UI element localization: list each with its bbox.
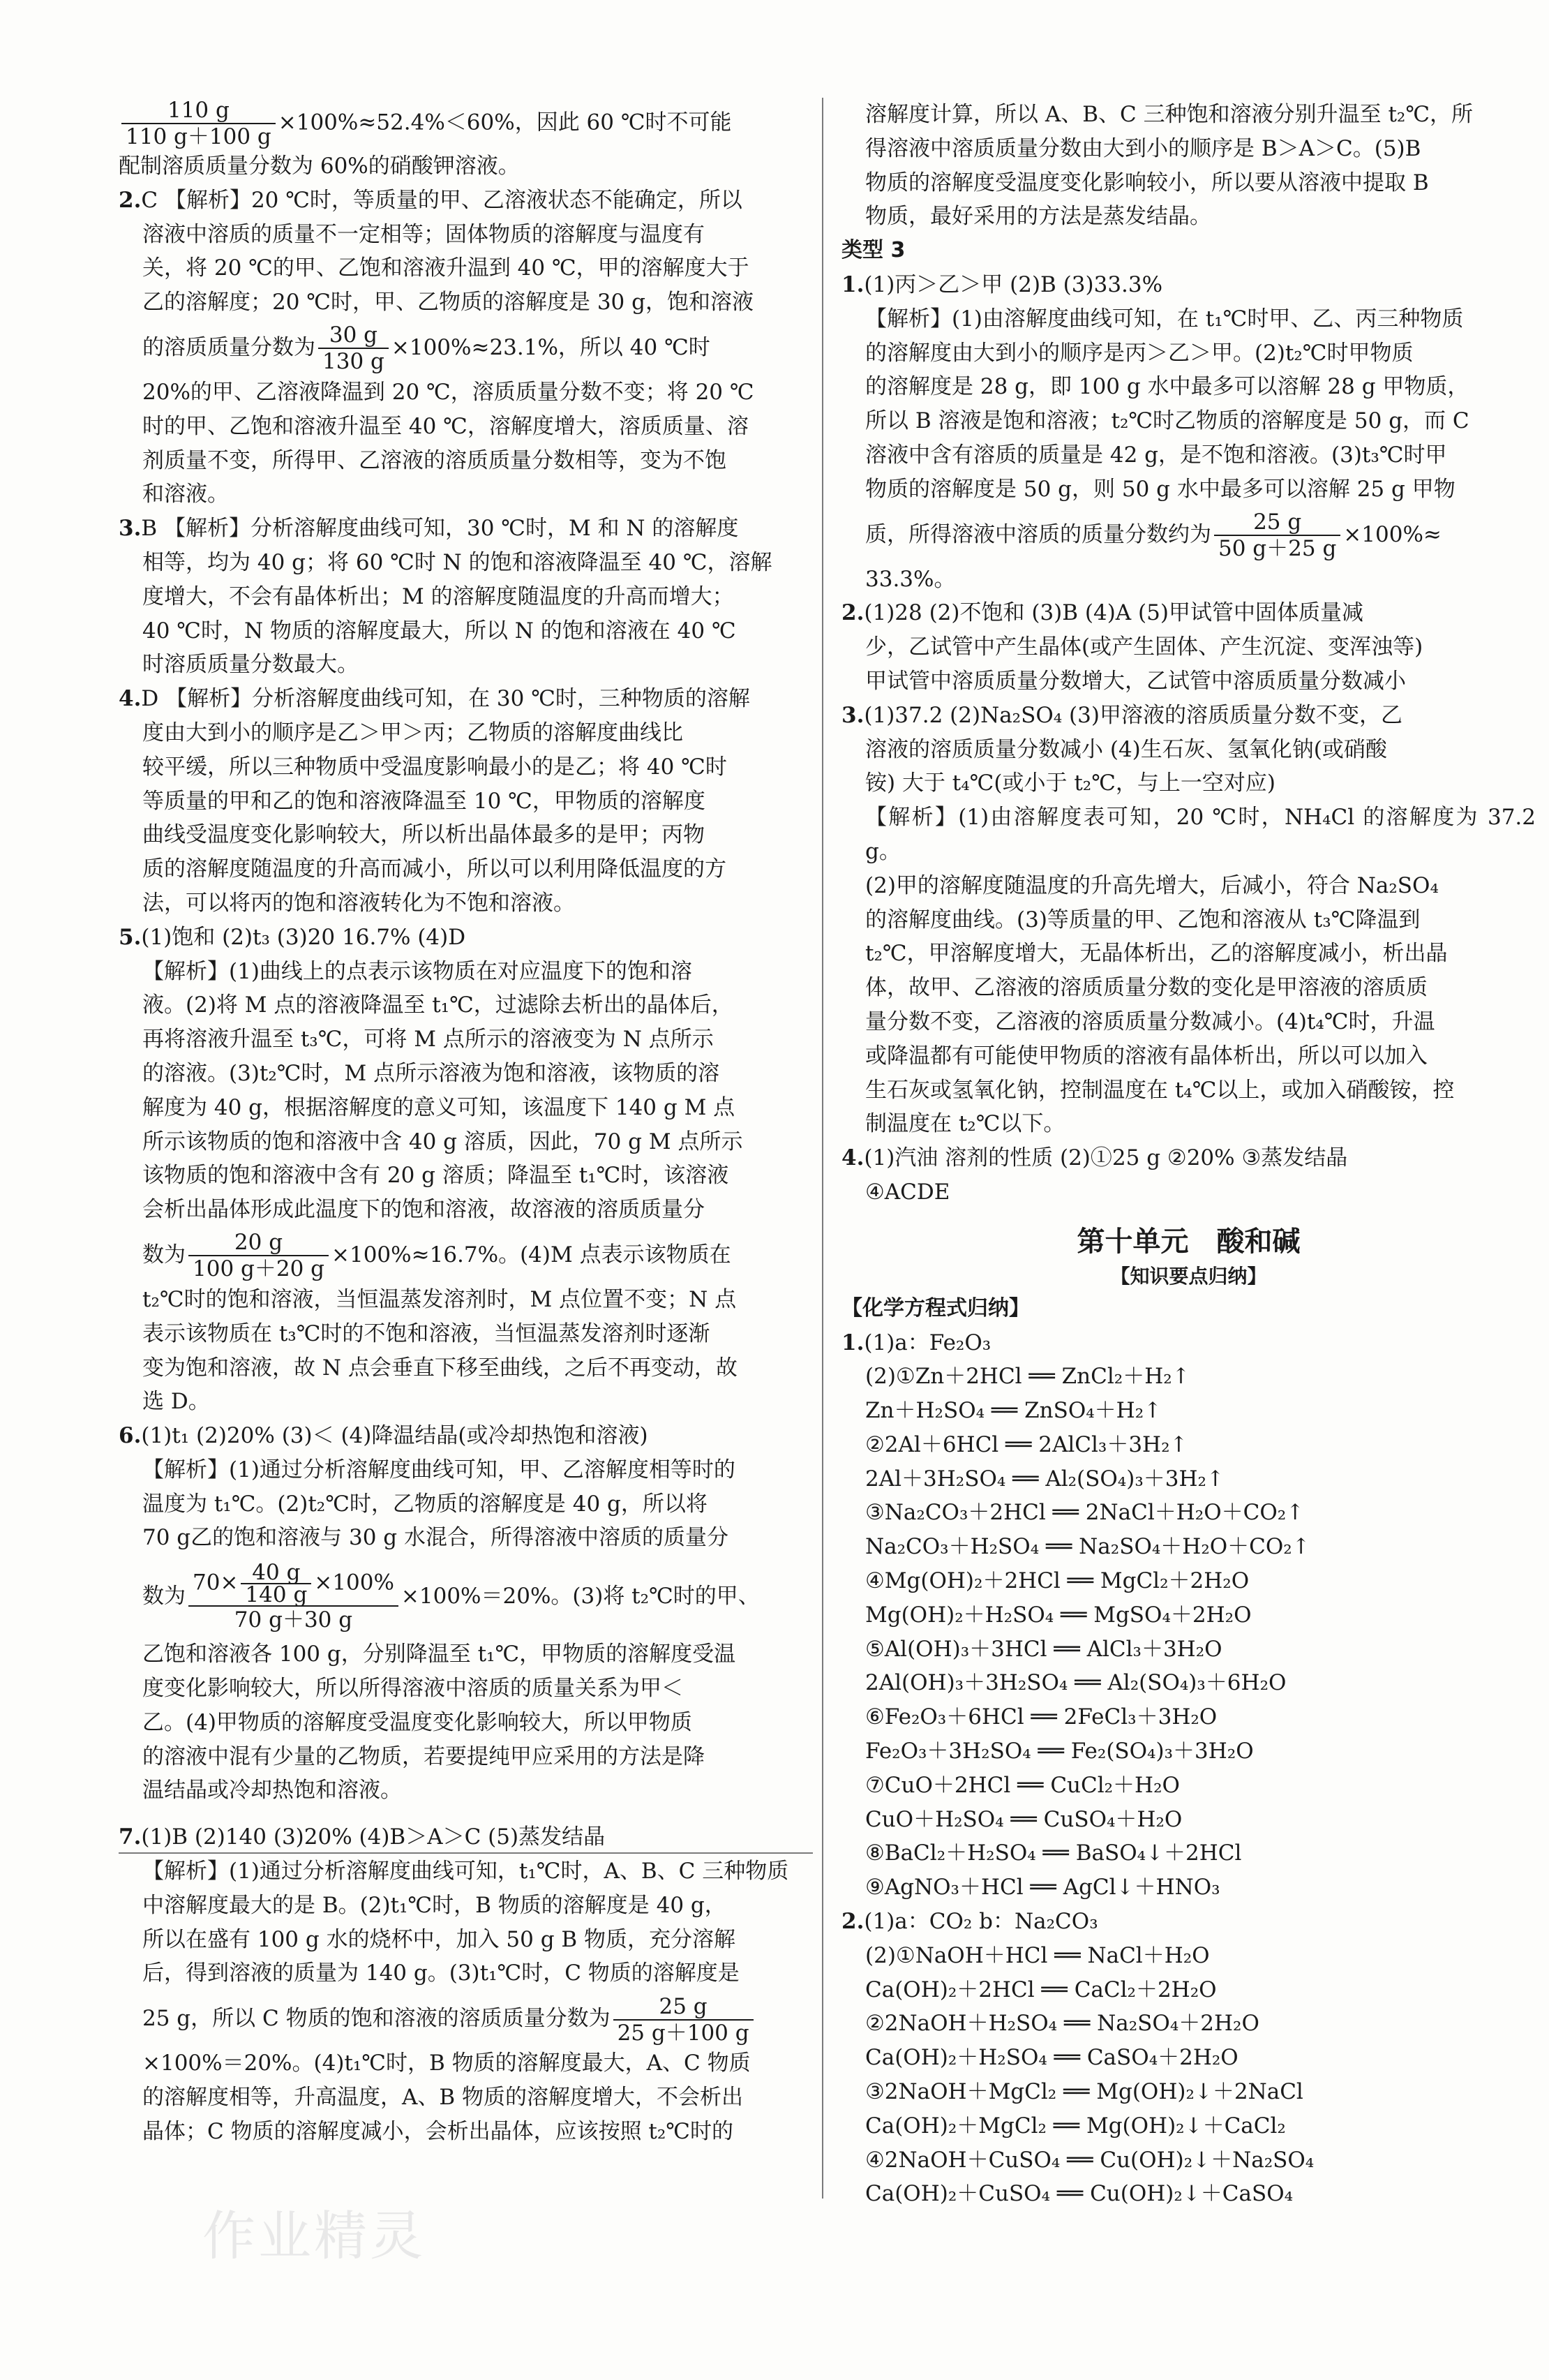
unit-subtitle: 【知识要点归纳】 — [1110, 1264, 1267, 1288]
fraction: $\frac{20 g}{100 g+20 g}$ — [188, 1230, 329, 1281]
line-fraction: 的溶质质量分数为 $\frac{30 g}{130 g}$ ×100%≈23.1%，所以 40 ℃时 — [142, 322, 710, 375]
left-column — [119, 98, 813, 2149]
line-fraction-0: $\frac{110 g}{110 g+100 g}$ ×100%≈52.4%＜60%，因此 60 ℃时不可能 — [119, 98, 813, 149]
equation-group-2: 2.(1)a：CO₂ b：Na₂CO₃ (2)①NaOH＋HCl ══ NaCl＋H₂O Ca(OH)₂＋2HCl ══ CaCl₂＋2H₂O ②2NaOH＋H₂SO₄ ══ Na₂SO₄＋2H₂O Ca(OH)₂＋H₂SO₄ ══ CaSO₄＋2H₂O ③2NaOH＋MgCl₂ ══ Mg(OH)₂↓＋2NaCl Ca(OH)₂＋MgCl₂ ══ Mg(OH)₂↓＋CaCl₂ ④2NaOH＋CuSO₄ ══ Cu(OH)₂↓＋Na₂SO₄ Ca(OH)₂＋CuSO₄ ══ Cu(OH)₂↓＋CaSO₄ — [841, 1909, 1315, 2207]
fraction: $\frac{30 g}{130 g}$ — [318, 322, 389, 374]
column-divider — [822, 98, 823, 2199]
watermark: 作业精灵 — [202, 2205, 426, 2267]
question-5: 5.(1)饱和 (2)t₃ (3)20 16.7% (4)D 【解析】(1)曲线上的点表示该物质在对应温度下的饱和溶 液。(2)将 M 点的溶液降温至 t₁℃，过滤除去析出的晶体后， 再将溶液升温至 t₃℃，可将 M 点所示的溶液变为 N 点所示 的溶液。(3)t₂℃时，M 点所示溶液为饱和溶液，该物质的溶 解度为 40 g，根据溶解度的意义可知，该温度下 140 g M 点 所示该物质的饱和溶液中含 40 g 溶质，因此，70 g M 点所示 该物质的饱和溶液中含有 20 g 溶质；降温至 t₁℃时，该溶液 会析出晶体形成此温度下的饱和溶液，故溶液的溶质质量分 数为 $\frac{20 g}{100 g+20 g}$ ×100%≈16.7%。(4)M 点表示该物质在 t₂℃时的饱和溶液，当恒温蒸发溶剂时，M 点位置不变；N 点 表示该物质在 t₃℃时的不饱和溶液，当恒温蒸发溶剂时逐渐 变为饱和溶液，故 N 点会垂直下移至曲线，之后不再变动，故 选 D。 — [119, 921, 813, 1419]
type3-question-3: 3.(1)37.2 (2)Na₂SO₄ (3)甲溶液的溶质质量分数不变，乙 溶液的溶质质量分数减小 (4)生石灰、氢氧化钠(或硝酸 铵) 大于 t₄℃(或小于 t₂℃，与上一空对应) 【解析】(1)由溶解度表可知，20 ℃时，NH₄Cl 的溶解度为 37.2 g。 (2)甲的溶解度随温度的升高先增大，后减小，符合 Na₂SO₄ 的溶解度曲线。(3)等质量的甲、乙饱和溶液从 t₃℃降温到 t₂℃，甲溶解度增大，无晶体析出，乙的溶解度减小，析出晶 体，故甲、乙溶液的溶质质量分数的变化是甲溶液的溶质质 量分数不变，乙溶液的溶质质量分数减小。(4)t₄℃时，升温 或降温都有可能使甲物质的溶液有晶体析出，所以可以加入 生石灰或氢氧化钠，控制温度在 t₄℃以上，或加入硝酸铵，控 制温度在 t₂℃以下。 — [841, 702, 1536, 1137]
line-fraction: 25 g，所以 C 物质的饱和溶液的溶质质量分数为 $\frac{25 g}{25 g+100 g}$ — [119, 1991, 813, 2046]
question-4: 4.D 【解析】分析溶解度曲线可知，在 30 ℃时，三种物质的溶解 度由大到小的顺序是乙＞甲＞丙；乙物质的溶解度曲线比 较平缓，所以三种物质中受温度影响最小的是乙；将 40 ℃时 等质量的甲和乙的饱和溶液降温至 10 ℃，甲物质的溶解度 曲线受温度变化影响较大，所以析出晶体最多的是甲；丙物 质的溶解度随温度的升高而减小，所以可以利用降低温度的方 法，可以将丙的饱和溶液转化为不饱和溶液。 — [119, 686, 750, 916]
text-line: 配制溶质质量分数为 60%的硝酸钾溶液。 — [119, 154, 520, 179]
type3-title: 类型 3 — [841, 238, 906, 263]
type3-question-2: 2.(1)28 (2)不饱和 (3)B (4)A (5)甲试管中固体质量减 少，乙试管中产生晶体(或产生固体、产生沉淀、变浑浊等) 甲试管中溶质质量分数增大，乙试管中溶质质量分数减小 — [841, 600, 1423, 694]
question-6: 6.(1)t₁ (2)20% (3)＜ (4)降温结晶(或冷却热饱和溶液) 【解析】(1)通过分析溶解度曲线可知，甲、乙溶解度相等时的 温度为 t₁℃。(2)t₂℃时，乙物质的溶解度是 40 g，所以将 70 g乙的饱和溶液与 30 g 水混合，所得溶液中溶质的质量分 数为 70× $\frac{40 g}{140 g}$ ×100% 70 g＋30 g ×100%＝20%。(3)将 t₂℃时的甲、 乙饱和溶液各 100 g，分别降温至 t₁℃，甲物质的溶解度受温 度变化影响较大，所以所得溶液中溶质的质量关系为甲＜ 乙。(4)甲物质的溶解度受温度变化影响较大，所以甲物质 的溶液中混有少量的乙物质，若要提纯甲应采用的方法是降 温结晶或冷却热饱和溶液。 — [119, 1419, 813, 1808]
fraction: $\frac{25 g}{50 g+25 g}$ — [1214, 510, 1340, 561]
question-2: 2.C 【解析】20 ℃时，等质量的甲、乙溶液状态不能确定，所以 溶液中溶质的质量不一定相等；固体物质的溶解度与温度有 关，将 20 ℃的甲、乙饱和溶液升温到 40 ℃，甲的溶解度大于 乙的溶解度；20 ℃时，甲、乙物质的溶解度是 30 g，饱和溶液 的溶质质量分数为 $\frac{30 g}{130 g}$ ×100%≈23.1%，所以 40 ℃时 20%的甲、乙溶液降温到 20 ℃，溶质质量分数不变；将 20 ℃ 时的甲、乙饱和溶液升温至 40 ℃，溶解度增大，溶质质量、溶 剂质量不变，所得甲、乙溶液的溶质质量分数相等，变为不饱 和溶液。 — [119, 184, 813, 512]
inner-fraction: $\frac{40 g}{140 g}$ — [241, 1562, 311, 1605]
line-nested-fraction: 数为 70× $\frac{40 g}{140 g}$ ×100% 70 g＋30 g ×100%＝20%。(3)将 t₂℃时的甲、 — [142, 1559, 760, 1632]
fraction: $\frac{25 g}{25 g+100 g}$ — [613, 1994, 754, 2046]
line-fraction: 质，所得溶液中溶质的质量分数约为 $\frac{25 g}{50 g+25 g}$ ×100%≈ — [865, 510, 1442, 562]
nested-fraction: 70× $\frac{40 g}{140 g}$ ×100% 70 g＋30 g — [188, 1562, 398, 1633]
type3-question-1: 1.(1)丙＞乙＞甲 (2)B (3)33.3% 【解析】(1)由溶解度曲线可知，在 t₁℃时甲、乙、丙三种物质 的溶解度由大到小的顺序是丙＞乙＞甲。(2)t₂℃时甲物质 的溶解度是 28 g，即 100 g 水中最多可以溶解 28 g 甲物质， 所以 B 溶液是饱和溶液；t₂℃时乙物质的溶解度是 50 g，而 C 溶液中含有溶质的质量是 42 g，是不饱和溶液。(3)t₃℃时甲 物质的溶解度是 50 g，则 50 g 水中最多可以溶解 25 g 甲物 质，所得溶液中溶质的质量分数约为 $\frac{25 g}{50 g+25 g}$ ×100%≈ 33.3%。 — [841, 268, 1536, 596]
unit-title: 第十单元 酸和碱 — [1077, 1225, 1301, 1258]
type3-question-4: 4.(1)汽油 溶剂的性质 (2)①25 g ②20% ③蒸发结晶 ④ACDE — [841, 1145, 1348, 1205]
question-7: 7.(1)B (2)140 (3)20% (4)B＞A＞C (5)蒸发结晶 【解析】(1)通过分析溶解度曲线可知，t₁℃时，A、B、C 三种物质 中溶解度最大的是 B。(2)t₁℃时，B 物质的溶解度是 40 g， 所以在盛有 100 g 水的烧杯中，加入 50 g B 物质，充分溶解 后，得到溶液的质量为 140 g。(3)t₁℃时，C 物质的溶解度是 25 g，所以 C 物质的饱和溶液的溶质质量分数为 $\frac{25 g}{25 g+100 g}$ ×100%＝20%。(4)t₁℃时，B 物质的溶解度最大，A、C 物质 的溶解度相等，升高温度，A、B 物质的溶解度增大，不会析出 晶体；C 物质的溶解度减小，会析出晶体，应该按照 t₂℃时的 — [119, 1820, 813, 2148]
fraction: $\frac{110 g}{110 g+100 g}$ — [121, 98, 276, 149]
equation-section-title: 【化学方程式归纳】 — [841, 1295, 1030, 1321]
equation-group-1: 1.(1)a：Fe₂O₃ (2)①Zn＋2HCl ══ ZnCl₂＋H₂↑ Zn＋H₂SO₄ ══ ZnSO₄＋H₂↑ ②2Al＋6HCl ══ 2AlCl₃＋3H₂↑ 2Al＋3H₂SO₄ ══ Al₂(SO₄)₃＋3H₂↑ ③Na₂CO₃＋2HCl ══ 2NaCl＋H₂O＋CO₂↑ Na₂CO₃＋H₂SO₄ ══ Na₂SO₄＋H₂O＋CO₂↑ ④Mg(OH)₂＋2HCl ══ MgCl₂＋2H₂O Mg(OH)₂＋H₂SO₄ ══ MgSO₄＋2H₂O ⑤Al(OH)₃＋3HCl ══ AlCl₃＋3H₂O 2Al(OH)₃＋3H₂SO₄ ══ Al₂(SO₄)₃＋6H₂O ⑥Fe₂O₃＋6HCl ══ 2FeCl₃＋3H₂O Fe₂O₃＋3H₂SO₄ ══ Fe₂(SO₄)₃＋3H₂O ⑦CuO＋2HCl ══ CuCl₂＋H₂O CuO＋H₂SO₄ ══ CuSO₄＋H₂O ⑧BaCl₂＋H₂SO₄ ══ BaSO₄↓＋2HCl ⑨AgNO₃＋HCl ══ AgCl↓＋HNO₃ — [841, 1330, 1310, 1901]
question-3: 3.B 【解析】分析溶解度曲线可知，30 ℃时，M 和 N 的溶解度 相等，均为 40 g；将 60 ℃时 N 的饱和溶液降温至 40 ℃，溶解 度增大，不会有晶体析出；M 的溶解度随温度的升高而增大； 40 ℃时，N 物质的溶解度最大，所以 N 的饱和溶液在 40 ℃ 时溶质质量分数最大。 — [119, 516, 772, 678]
line-fraction: 数为 $\frac{20 g}{100 g+20 g}$ ×100%≈16.7%。(4)M 点表示该物质在 — [142, 1230, 731, 1282]
right-column: 溶解度计算，所以 A、B、C 三种饱和溶液分别升温至 t₂℃，所 得溶液中溶质质量分数由大到小的顺序是 B＞A＞C。(5)B 物质的溶解度受温度变化影响较小，所以要从溶液中提取 B 物质，最好采用的方法是蒸发结晶。 类型 3 1.(1)丙＞乙＞甲 (2)B (3)33.3% 【解析】(1)由溶解度曲线可知，在 t₁℃时甲、乙、丙三种物质 的溶解度由大到小的顺序是丙＞乙＞甲。(2)t₂℃时甲物质 的溶解度是 28 g，即 100 g 水中最多可以溶解 28 g 甲物质， 所以 B 溶液是饱和溶液；t₂℃时乙物质的溶解度是 50 g，而 C 溶液中含有溶质的质量是 42 g，是不饱和溶液。(3)t₃℃时甲 物质的溶解度是 50 g，则 50 g 水中最多可以溶解 25 g 甲物 质，所得溶液中溶质的质量分数约为 $\frac{25 g}{50 g+25 g}$ ×100%≈ 33.3%。 2.(1)28 (2)不饱和 (3)B (4)A (5)甲试管中固体质量减 少，乙试管中产生晶体(或产生固体、产生沉淀、变浑浊等) 甲试管中溶质质量分数增大，乙试管中溶质质量分数减小 3.(1)37.2 (2)Na₂SO₄ (3)甲溶液的溶质质量分数不变，乙 溶液的溶质质量分数减小 (4)生石灰、氢氧化钠(或硝酸 铵) 大于 t₄℃(或小于 t₂℃，与上一空对应) 【解析】(1)由溶解度表可知，20 ℃时，NH₄Cl 的溶解度为 37.2 g。 (2)甲的溶解度随温度的升高先增大，后减小，符合 Na₂SO₄ 的溶解度曲线。(3)等质量的甲、乙饱和溶液从 t₃℃降温到 t₂℃，甲溶解度增大，无晶体析出，乙的溶解度减小，析出晶 体，故甲、乙溶液的溶质质量分数的变化是甲溶液的溶质质 量分数不变，乙溶液的溶质质量分数减小。(4)t₄℃时，升温 或降温都有可能使甲物质的溶液有晶体析出，所以可以加入 生石灰或氢氧化钠，控制温度在 t₄℃以上，或加入硝酸铵，控 制温度在 t₂℃以下。 4.(1)汽油 溶剂的性质 (2)①25 g ②20% ③蒸发结晶 ④ACDE 第十单元 酸和碱 【知识要点归纳】 【化学方程式归纳】 1.(1)a：Fe₂O₃ (2)①Zn＋2HCl ══ ZnCl₂＋H₂↑ Zn＋H₂SO₄ ══ ZnSO₄＋H₂↑ ②2Al＋6HCl ══ 2AlCl₃＋3H₂↑ 2Al＋3H₂SO₄ ══ Al₂(SO₄)₃＋3H₂↑ ③Na₂CO₃＋2HCl ══ 2NaCl＋H₂O＋CO₂↑ Na₂CO₃＋H₂SO₄ ══ Na₂SO₄＋H₂O＋CO₂↑ ④Mg(OH)₂＋2HCl ══ MgCl₂＋2H₂O Mg(OH)₂＋H₂SO₄ ══ MgSO₄＋2H₂O ⑤Al(OH)₃＋3HCl ══ AlCl₃＋3H₂O 2Al(OH)₃＋3H₂SO₄ ══ Al₂(SO₄)₃＋6H₂O ⑥Fe₂O₃＋6HCl ══ 2FeCl₃＋3H₂O Fe₂O₃＋3H₂SO₄ ══ Fe₂(SO₄)₃＋3H₂O ⑦CuO＋2HCl ══ CuCl₂＋H₂O CuO＋H₂SO₄ ══ CuSO₄＋H₂O ⑧BaCl₂＋H₂SO₄ ══ BaSO₄↓＋2HCl ⑨AgNO₃＋HCl ══ AgCl↓＋HNO₃ 2.(1)a：CO₂ b：Na₂CO₃ (2)①NaOH＋HCl ══ NaCl＋H₂O Ca(OH)₂＋2HCl ══ CaCl₂＋2H₂O ②2NaOH＋H₂SO₄ ══ Na₂SO₄＋2H₂O Ca(OH)₂＋H₂SO₄ ══ CaSO₄＋2H₂O ③2NaOH＋MgCl₂ ══ Mg(OH)₂↓＋2NaCl Ca(OH)₂＋MgCl₂ ══ Mg(OH)₂↓＋CaCl₂ ④2NaOH＋CuSO₄ ══ Cu(OH)₂↓＋Na₂SO₄ Ca(OH)₂＋CuSO₄ ══ Cu(OH)₂↓＋CaSO₄ — [841, 98, 1536, 2211]
